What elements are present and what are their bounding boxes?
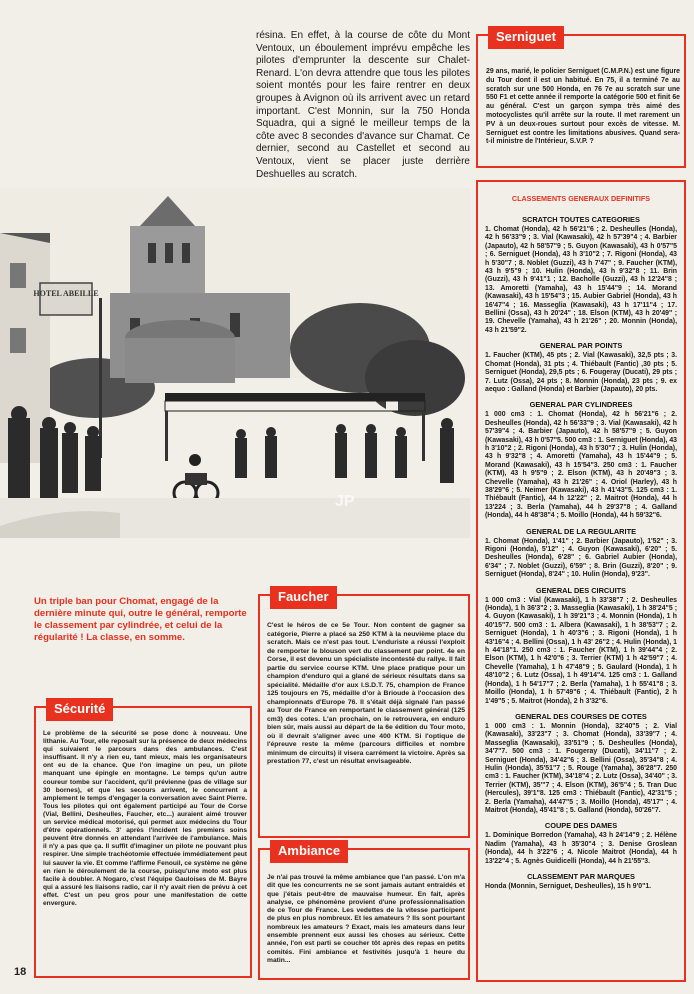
classements-box <box>476 180 686 982</box>
faucher-text: C'est le héros de ce 5e Tour. Non content de gagner sa catégorie, Pierre a placé sa 250 KTM à la neuvième place du scratch. Mais ce n'est pas tout. L'enduriste a réussi l'exploit de remporter le blouson vert du classement par point. 4e en Corse, il est devenu un spécialiste incontesté du rallye. Il fait partie du service course KTM. Une place pratique pour un champion d'enduro qui a glané de sérieux résultats dans sa spécialité. Médaille d'or aux I.S.D.T. 75, champion de France 125 toujours en 75, médaille d'or à Brioude à l'occasion des championnats d'Europe 76. Il s'était déjà signalé l'an passé au Tour de France en remportant le classement général (125 cm3) des cotes. L'an prochain, on le retrouvera, en enduro bien sûr, mais aussi au départ de la 6e édition du Tour moto, où il devrait s'aligner avec une 400 KTM. Si l'optique de l'épreuve reste la même (parcours difficiles et nombre minimum de circuits) il visera carrément la victoire. Après sa prestation 77, c'est un résultat envisageable. <box>267 622 465 765</box>
section-text: 1. Faucher (KTM), 45 pts ; 2. Vial (Kawasaki), 32,5 pts ; 3. Chomat (Honda), 31 pts ; 4. Thiébault (Fantic) ,30 pts ; 5. Serniguet (Honda), 29,5 pts ; 6. Fougeray (Ducati), 29 pts ; 7. Lutz (Ossa), 24 pts ; 8. Monnin (Honda), 23 pts ; 9. ex aequo : Galland (Honda) et Barbier (Japauto), 20 pts. <box>485 352 677 393</box>
securite-title: Sécurité <box>46 698 113 721</box>
section-heading: COUPE DES DAMES <box>544 821 618 831</box>
serniguet-text: 29 ans, marié, le policier Serniguet (C.M.P.N.) est une figure du Tour dont il est un habitué. En 75, il a terminé 7e au scratch sur une 500 Honda, en 76 7e au scratch sur une 550 F1 et cette année il remporte la catégorie 500 et finit 6e au général. C'est un garçon sympa très aimé des motocyclistes qu'il arrête sur la route. Il met rarement un PV à un deux-roues surtout pour excès de vitesse. M. Serniguet est contre les limitations abusives. Quand sera-t-il ministre de l'Intérieur, S.V.P. ? <box>486 68 681 146</box>
securite-text: Le problème de la sécurité se pose donc à nouveau. Une lithanie. Au Tour, elle reposait sur la présence de deux médecins qui suivaient le parcours dans des ambulances. C'est insuffisant. Il n'y a rien eu, tant mieux, mais les organisateurs ont eu de la chance. Que l'on imagine un peu, un pilote manquant une épingle en montagne. Le temps qu'un autre coureur tombe sur l'accident, qu'il prévienne (pas de village sur 30 bornes), et que les secours arrivent, le concurrent a amplement le temps d'engager la conversation avec Saint Pierre. Tous les pilotes qui ont également participé au Tour de Corse (Vial, Bellini, Desheulles, Faucher, etc...) auraient aimé trouver un service médical motorisé, qui permet aux médecins du Tour d'être opérationnels. 3' après l'incident les premiers soins peuvent être donnés en attendant l'arrivée de l'ambulance. Mais il n'y a pas que ça. Il suffit d'imaginer un pilote ne pouvant plus respirer. Une simple trachéotomie effectuée immédiatement peut lui sauver la vie. Et comme l'affirme Fenouil, ce système ne gêne en rien le déroulement de la course, puisqu'une moto est plus facile à doubler. A Nogaro, c'est l'équipe Gauloises de M. Bayre qui a assuré les liaisons radio, car il n'y avait rien de prévu à cet effet. C'est un peu gros pour une manifestation de cette envergure. <box>43 730 247 907</box>
serniguet-box <box>476 29 686 168</box>
section-heading: GENERAL DES COURSES DE COTES <box>515 711 647 721</box>
church-photo <box>0 188 470 538</box>
section-heading: GENERAL PAR POINTS <box>539 341 623 351</box>
section-text: 1 000 cm3 : 1. Monnin (Honda), 32'40"5 ; 2. Vial (Kawasaki), 33'23"7 ; 3. Chomat (Honda), 33'39"7 ; 4. Masseglia (Kawasaki), 33'51"9 ; 5. Desheulles (Honda), 34'7"7. 500 cm3 : 1. Fougeray (Ducati), 34'11"7 ; 2. Serniguet (Honda), 34'42"6 ; 3. Bellini (Ossa), 35'34"8 ; 4. Hulin (Honda), 35'51"7 ; 5. Rouge (Yamaha), 36'28"7. 250 cm3 : 1. Faucher (KTM), 34'18"4 ; 2. Lutz (Ossa), 34'40" ; 3. Terrier (KTM), 35'"7 ; 4. Elson (KTM), 36'5"4 ; 5. Tran Duc (Hercules), 39'1"8. 125 cm3 : Thiébault (Fantic), 42'31"5 ; 2. Berla (Yamaha), 44'47"5 ; 3. Moillo (Honda), 45'17" ; 4. Maitrot (Honda), 45'41"8 ; 5. Galland (Honda), 50'26"7. <box>485 722 677 814</box>
lead-article <box>256 30 470 181</box>
ambiance-text: Je n'ai pas trouvé la même ambiance que l'an passé. L'on m'a dit que les concurrents ne se sont jamais autant entraidés et que j'étais peut-être de mauvaise humeur. En fait, après analyse, ce phénomène provient d'une professionnalisation de ce Tour de France. Les vedettes de la vitesse participent de plus en plus nombreux. Et les amateurs ? Ils sont pourtant nombreux les amateurs ? Exact, mais les amateurs dans leur ensemble prennent eux aussi les choses au sérieux. Cette année, l'on est parti se coucher tôt après des repas en petits comités. Fini ambiance et festivités jusqu'à 1 heure du matin... <box>267 874 465 964</box>
photo <box>0 188 470 538</box>
section-heading: CLASSEMENT PAR MARQUES <box>527 872 635 881</box>
section-text: 1. Chomat (Honda), 42 h 56'21"6 ; 2. Desheulles (Honda), 42 h 56'33"9 ; 3. Vial (Kawasaki), 42 h 57'39"4 ; 4. Barbier (Japauto), 42 h 58'57"9 ; 5. Guyon (Kawasaki), 43 h 0'57"5 ; 6. Serniguet (Honda), 43 h 3'10"2 ; 7. Rigoni (Honda), 43 h 5'30"7 ; 8. Noblet (Guzzi), 43 h 7'47" ; 9. Faucher (KTM), 43 h 9'5"9 ; 10. Hulin (Honda), 43 h 9'32"8 ; 11. Brin (Guzzi), 43 h 9'41"1 ; 12. Bacholle (Guzzi), 43 h 12'24"8 ; 13. Amoretti (Yamaha), 43 h 15'44"9 ; 14. Morand (Kawasaki), 43 h 15'54"3 ; 15. Aubier Gabriel (Honda), 43 h 16'47"4 ; 16. Masseglia (Kawasaki), 43 h 17'11"4 ; 17. Bellini (Ossa), 43 h 20'24" ; 18. Elson (KTM), 43 h 20'49" ; 19. Chevelle (Yamaha), 43 h 21'26" ; 20. Monnin (Honda), 43 h 21'59"2. <box>485 226 677 334</box>
classements-title: CLASSEMENTS GENERAUX DEFINITIFS <box>511 194 651 203</box>
ambiance-box <box>258 843 470 980</box>
photo-caption-block <box>34 596 252 644</box>
faucher-box <box>258 589 470 838</box>
securite-box <box>34 701 252 978</box>
section-heading: GENERAL PAR CYLINDREES <box>529 400 633 410</box>
serniguet-title: Serniguet <box>488 26 564 49</box>
photo-watermark: JP <box>335 493 355 510</box>
section-text: 1. Chomat (Honda), 1'41" ; 2. Barbier (Japauto), 1'52" ; 3. Rigoni (Honda), 5'12" ; 4. Guyon (Kawasaki), 6'20" ; 5. Desheulles (Honda), 6'28" ; 6. Gabriel Aubier (Honda), 6'34" ; 7. Noblet (Guzzi), 6'59" ; 8. Brin (Guzzi), 8'20" ; 9. Serniguet (Honda), 8'24" ; 10. Hulin (Honda), 9'23". <box>485 537 677 579</box>
section-text: 1 000 cm3 : Vial (Kawasaki), 1 h 33'38"7 ; 2. Desheulles (Honda), 1 h 36'3"2 ; 3. Masseglia (Kawasaki), 1 h 38'24"5 ; 4. Guyon (Kawasaki), 1 h 39'21"3 ; 4. Monnin (Honda), 1 h 40'15"7. 500 cm3 : 1. Albera (Kawasaki), 1 h 38'53"7 ; 2. Serniguet (Honda), 1 h 40'3"6 ; 3. Rigoni (Honda), 1 h 43'16"4 ; 4. Bellini (Ossa), 1 h 43' 26"2 ; 4. Hulin (Honda), 1 h 44'18"1. 250 cm3 : 1. Faucher (KTM), 1 h 39'44"4 ; 2. Elson (KTM), 1 h 42'0"6 ; 3. Terrier (KTM) 1 h 42'59"7 ; 4. Chevelle (Yamaha), 1 h 47'48"9 ; 5. Gaulard (Honda), 1 h 48'10"2 ; 6. Lutz (Ossa), 1 h 49'14"4. 125 cm3 : 1. Galland (Honda), 1 h 54'17"7 ; 2. Berla (Yamaha), 1 h 55'41"8 ; 3. Moillo (Honda), 1 h 57'49"6 ; 4. Thiébault (Fantic), 2 h 1'49"5 ; 5. Maitrot (Honda), 2 h 3'32"6. <box>485 596 677 705</box>
section-heading: SCRATCH TOUTES CATEGORIES <box>522 215 640 224</box>
faucher-title: Faucher <box>270 586 337 609</box>
hotel-sign: HOTEL ABEILLE <box>33 289 99 298</box>
section-text: 1 000 cm3 : 1. Chomat (Honda), 42 h 56'21"6 ; 2. Desheulles (Honda), 42 h 56'33"9 ; 3. Vial (Kawasaki), 42 h 57'39"4 ; 4. Barbier (Japauto), 42 h 58'57"9 ; 5. Guyon (Kawasaki), 43 h 0'57"5. 500 cm3 : 1. Serniguet (Honda), 43 h 3'10"2 ; 2. Rigoni (Honda), 43 h 5'30"7 ; 3. Hulin (Honda), 43 h 9'32"8 ; 4. Amoretti (Yamaha), 43 h 15'44"9 ; 5. Morand (Kawasaki), 43 h 15'54"3. 250 cm3 : 1. Faucher (KTM), 43 h 9'5"9 ; 2. Elson (KTM), 43 h 20'49"3 ; 3. Chevelle (Yamaha), 43 h 21'26" ; 4. Oriol (Harley), 43 h 38'29"6 ; 5. Neimer (Kawasaki), 43 h 41'43"5. 125 cm3 : 1. Thiébault (Fantic), 44 h 12'22" ; 2. Maitrot (Honda), 44 h 13'224 ; 3. Berla (Yamaha), 44 h 29'37"8 ; 4. Galland (Honda), 44 h 48'38"4 ; 5. Moillo (Honda), 44 h 59'32"6. <box>485 411 677 520</box>
photo-caption: Un triple ban pour Chomat, engagé de la dernière minute qui, outre le général, remporte le classement par cylindrée, et celui de la régularité ! La classe, en somme. <box>34 596 247 643</box>
lead-paragraph: résina. En effet, à la course de côte du Mont Ventoux, un éboulement imprévu empêche les pilotes d'emprunter la descente sur Chalet-Renard. L'on devra attendre que tous les pilotes soient montés pour les faire rentrer en deux groupes à Avignon où ils arrivent avec un retard important. C'est Monnin, sur la 750 Honda Squadra, qui a signé le meilleur temps de la côte avec 8 secondes d'avance sur Chamat. Ce dernier, second au Castellet et second au Ventoux, vient se placer juste derrière Deshuelles au scratch. <box>256 30 470 180</box>
ambiance-title: Ambiance <box>270 840 348 863</box>
section-heading: GENERAL DE LA REGULARITE <box>525 526 637 536</box>
section-heading: GENERAL DES CIRCUITS <box>535 585 627 595</box>
section-text: 1. Dominique Borredon (Yamaha), 43 h 24'14"9 ; 2. Hélène Nadim (Yamaha), 43 h 35'30"4 ; 3. Denise Groslean (Honda), 44 h 3'22"6 ; 4. Nicole Maitrot (Honda), 44 h 13'22"4 ; 5. Agnès Guidicelli (Honda), 44 h 21'55"3. <box>485 832 677 865</box>
page-number: 18 <box>14 966 27 978</box>
section-text: Honda (Monnin, Serniguet, Desheulles), 15 h 9'0"1. <box>485 883 652 890</box>
